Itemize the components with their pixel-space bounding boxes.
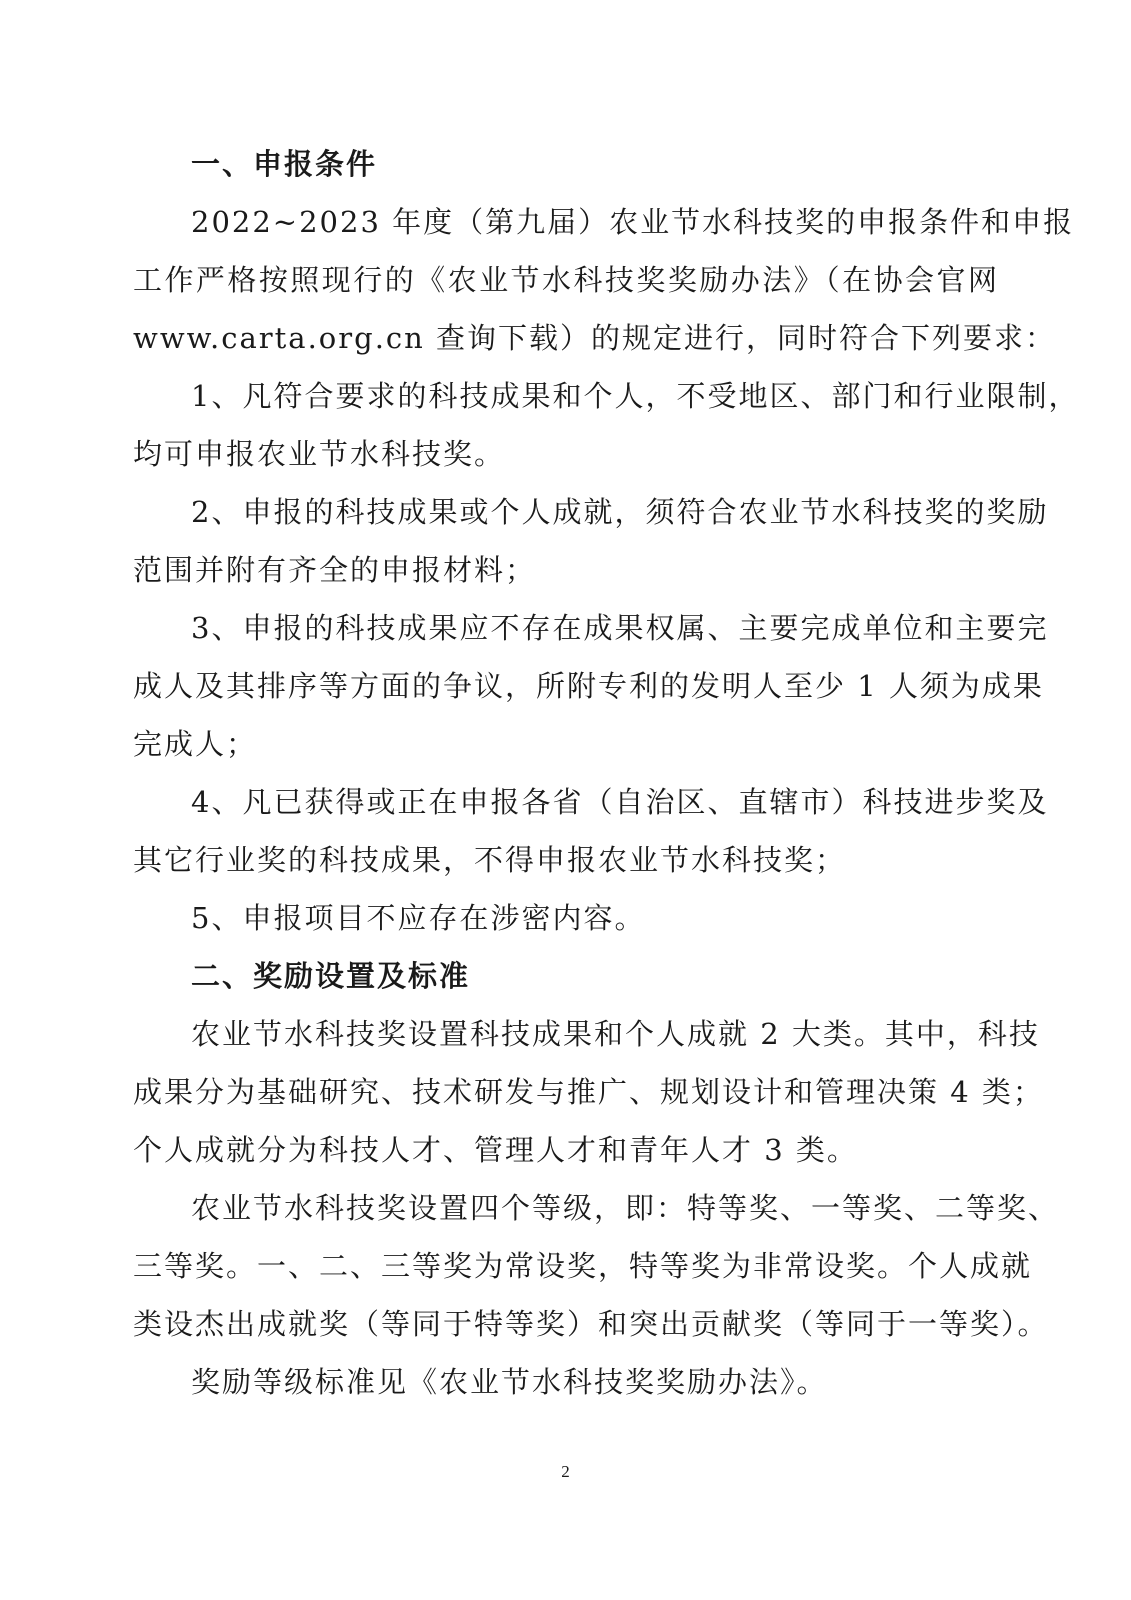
award-categories-paragraph: [133, 1005, 1044, 1179]
document-body: [133, 135, 1080, 1411]
paragraph-line: 范围并附有齐全的申报材料；: [133, 553, 537, 587]
paragraph-line: 农业节水科技奖设置四个等级，即：特等奖、一等奖、二等奖、: [191, 1191, 1060, 1225]
paragraph-line: 个人成就分为科技人才、管理人才和青年人才 3 类。: [133, 1133, 858, 1167]
paragraph-line: 2、申报的科技成果或个人成就，须符合农业节水科技奖的奖励: [191, 495, 1049, 529]
paragraph-line: 完成人；: [133, 727, 258, 761]
paragraph-line: www.carta.org.cn 查询下载）的规定进行，同时符合下列要求：: [133, 321, 1057, 355]
paragraph-line: 5、申报项目不应存在涉密内容。: [191, 901, 646, 935]
section-heading-2: 二、奖励设置及标准: [191, 959, 471, 993]
section-heading-1: 一、申报条件: [191, 147, 378, 181]
paragraph-line: 4、凡已获得或正在申报各省（自治区、直辖市）科技进步奖及: [191, 785, 1049, 819]
intro-paragraph: [133, 193, 1075, 367]
paragraph-line: 成果分为基础研究、技术研发与推广、规划设计和管理决策 4 类；: [133, 1075, 1044, 1109]
requirement-item-2: [133, 483, 1049, 599]
award-levels-paragraph: [133, 1179, 1060, 1353]
paragraph-line: 三等奖。一、二、三等奖为常设奖，特等奖为非常设奖。个人成就: [133, 1249, 1033, 1283]
page-number: 2: [561, 1462, 570, 1481]
award-standard-paragraph: [133, 1353, 999, 1411]
paragraph-line: 农业节水科技奖设置科技成果和个人成就 2 大类。其中，科技: [191, 1017, 1040, 1051]
paragraph-line: 其它行业奖的科技成果，不得申报农业节水科技奖；: [133, 843, 847, 877]
paragraph-line: 2022~2023 年度（第九届）农业节水科技奖的申报条件和申报: [191, 205, 1075, 239]
paragraph-line: 3、申报的科技成果应不存在成果权属、主要完成单位和主要完: [191, 611, 1049, 645]
requirement-item-4: [133, 773, 1049, 889]
requirement-item-3: [133, 599, 1049, 773]
paragraph-line: 奖励等级标准见《农业节水科技奖奖励办法》。: [191, 1365, 828, 1399]
paragraph-line: 均可申报农业节水科技奖。: [133, 437, 506, 471]
paragraph-line: 成人及其排序等方面的争议，所附专利的发明人至少 1 人须为成果: [133, 669, 1044, 703]
paragraph-line: 工作严格按照现行的《农业节水科技奖奖励办法》（在协会官网: [133, 263, 999, 297]
requirement-item-1: [133, 367, 1080, 483]
requirement-item-5: [133, 889, 999, 947]
paragraph-line: 类设杰出成就奖（等同于特等奖）和突出贡献奖（等同于一等奖）。: [133, 1307, 1049, 1341]
paragraph-line: 1、凡符合要求的科技成果和个人，不受地区、部门和行业限制，: [191, 379, 1080, 413]
